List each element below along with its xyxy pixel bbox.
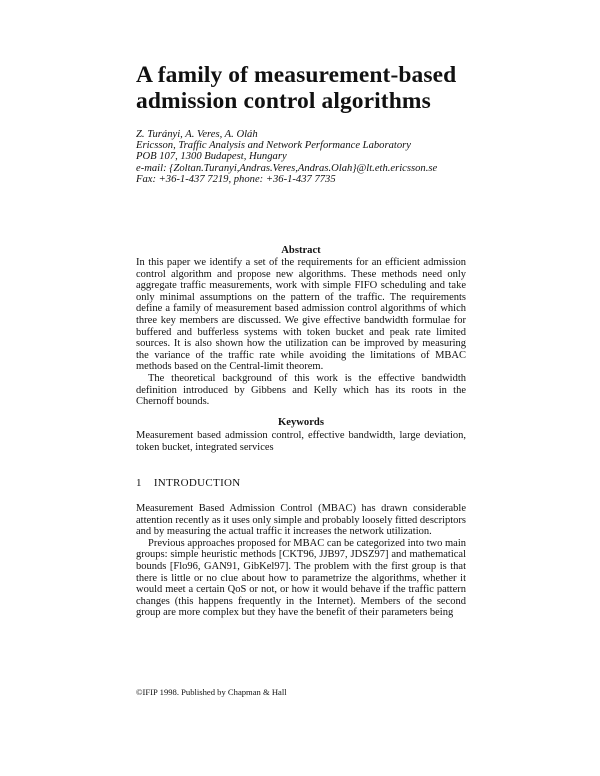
fax-phone: Fax: +36-1-437 7219, phone: +36-1-437 7735 [136, 173, 336, 185]
affiliation: Ericsson, Traffic Analysis and Network Performance Laboratory [136, 140, 411, 152]
section-title-introduction [136, 477, 241, 489]
introduction-body [136, 503, 466, 619]
authors: Z. Turányi, A. Veres, A. Oláh [136, 129, 258, 140]
intro-paragraph-2: Previous approaches proposed for MBAC can be categorized into two main groups: simple heuristic methods [CKT96, JJB97, JDSZ97] and mathematical bounds [Flo96, GAN91, GibKel97]. The problem with the first group is that there is little or no clue about how to parametrize the algorithms, whether it would meet a certain QoS or not, or how it would behave if the traffic pattern changes (this happens frequently in the Internet). Members of the second group are more complex but they have the benefit of their parameters being [136, 537, 466, 619]
keywords-body [136, 430, 466, 453]
paper-title: A family of measurement-based admission control algorithms [136, 62, 457, 114]
abstract-paragraph-1: In this paper we identify a set of the requirements for an efficient admission control algorithm and propose new algorithms. These methods need only aggregate traffic measurements, work with simple FIFO scheduling and take only minimal assumptions on the pattern of the traffic. The requirements define a family of measurement based admission control algorithms of which three key members are discussed. We give effective bandwidth formulae for buffered and bufferless systems with token bucket and peak rate limited sources. It is also shown how the utilization can be improved by measuring the variance of the traffic rate while avoiding the limitations of MBAC methods based on the Central-limit theorem. [136, 257, 466, 373]
abstract-paragraph-2: The theoretical background of this work is the effective bandwidth definition introduced by Gibbens and Kelly which has its roots in the Chernoff bounds. [136, 372, 466, 408]
address: POB 107, 1300 Budapest, Hungary [136, 151, 287, 163]
keywords-heading: Keywords [278, 417, 324, 428]
section-title-text: INTRODUCTION [153, 477, 241, 489]
intro-paragraph-1: Measurement Based Admission Control (MBAC) has drawn considerable attention recently as it uses only simple and probably loosely fitted descriptors and by measuring the actual traffic it increases the network utilization. [136, 503, 466, 538]
email: e-mail: {Zoltan.Turanyi,Andras.Veres,Andras.Olah}@lt.eth.ericsson.se [136, 162, 438, 174]
author-info [136, 129, 486, 185]
keywords-text: Measurement based admission control, effective bandwidth, large deviation, token bucket, integrated services [136, 430, 466, 453]
abstract-body [136, 257, 466, 408]
abstract-heading: Abstract [281, 245, 321, 256]
section-number: 1 [136, 477, 142, 489]
copyright-footer: ©IFIP 1998. Published by Chapman & Hall [136, 687, 287, 697]
